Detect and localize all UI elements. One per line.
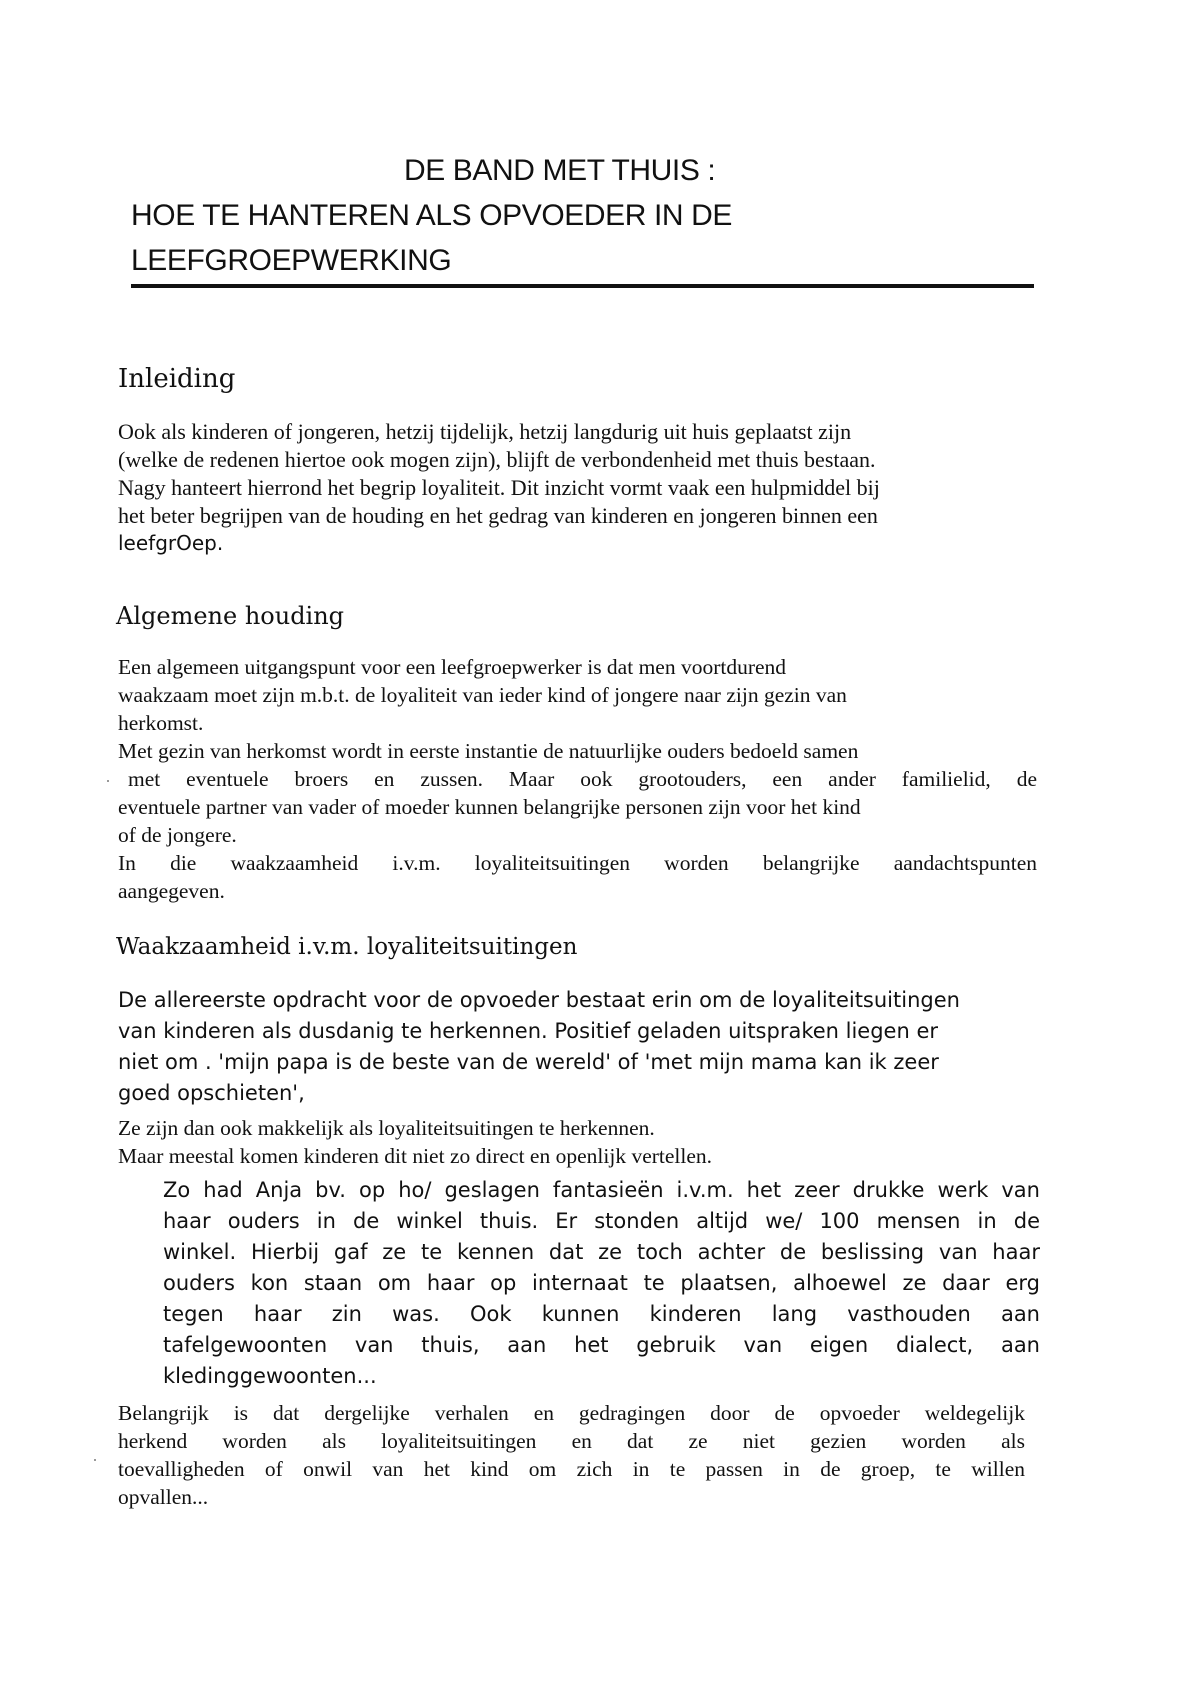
general-line: Een algemeen uitgangspunt voor een leefgroepwerker is dat men voortdurend (118, 655, 787, 679)
title-line-1: DE BAND MET THUIS : (404, 154, 716, 187)
intro-line: (welke de redenen hiertoe ook mogen zijn), blijft de verbondenheid met thuis bestaan. (118, 447, 876, 472)
vigilance-line: De allereerste opdracht voor de opvoeder bestaat erin om de loyaliteitsuitingen (118, 988, 960, 1012)
title-line-3: LEEFGROEPWERKING (131, 244, 452, 277)
general-line: eventuele partner van vader of moeder kunnen belangrijke personen zijn voor het kind (118, 795, 861, 819)
intro-line: het beter begrijpen van de houding en het gedrag van kinderen en jongeren binnen een (118, 503, 878, 528)
example-line: winkel. Hierbij gaf ze te kennen dat ze toch achter de beslissing van haar (163, 1240, 1040, 1264)
intro-line: leefgrOep. (118, 531, 224, 555)
intro-line: Ook als kinderen of jongeren, hetzij tijdelijk, hetzij langdurig uit huis geplaatst zijn (118, 419, 852, 444)
general-line: Met gezin van herkomst wordt in eerste instantie de natuurlijke ouders bedoeld samen (118, 739, 859, 763)
heading-inleiding: Inleiding (118, 364, 236, 394)
heading-waakzaamheid: Waakzaamheid i.v.m. loyaliteitsuitingen (116, 934, 578, 960)
general-line: of de jongere. (118, 823, 237, 847)
vigilance-line: van kinderen als dusdanig te herkennen. Positief geladen uitspraken liegen er (118, 1019, 939, 1043)
general-line: In die waakzaamheid i.v.m. loyaliteitsuitingen worden belangrijke aandachtspunten (118, 851, 1037, 875)
example-line: Zo had Anja bv. op ho/ geslagen fantasieën i.v.m. het zeer drukke werk van (163, 1178, 1040, 1202)
scan-speck (107, 780, 109, 782)
vigilance-line: goed opschieten', (118, 1081, 305, 1105)
closing-line: opvallen... (118, 1485, 209, 1509)
example-line: tegen haar zin was. Ook kunnen kinderen lang vasthouden aan (163, 1302, 1040, 1326)
general-line: herkomst. (118, 711, 204, 735)
vigilance-line: Ze zijn dan ook makkelijk als loyaliteitsuitingen te herkennen. (118, 1116, 655, 1140)
title-underline (131, 284, 1034, 288)
example-line: kledinggewoonten... (163, 1364, 377, 1388)
general-line: met eventuele broers en zussen. Maar ook grootouders, een ander familielid, de (128, 767, 1037, 791)
closing-line: herkend worden als loyaliteitsuitingen en dat ze niet gezien worden als (118, 1429, 1025, 1453)
closing-line: toevalligheden of onwil van het kind om zich in te passen in de groep, te willen (118, 1457, 1025, 1481)
example-line: tafelgewoonten van thuis, aan het gebruik van eigen dialect, aan (163, 1333, 1040, 1357)
example-line: haar ouders in de winkel thuis. Er stonden altijd we/ 100 mensen in de (163, 1209, 1040, 1233)
general-line: aangegeven. (118, 879, 225, 903)
scan-speck (94, 1459, 96, 1461)
heading-algemene-houding: Algemene houding (116, 602, 345, 630)
closing-line: Belangrijk is dat dergelijke verhalen en gedragingen door de opvoeder weldegelijk (118, 1401, 1025, 1425)
vigilance-line: Maar meestal komen kinderen dit niet zo direct en openlijk vertellen. (118, 1144, 713, 1168)
vigilance-line: niet om . 'mijn papa is de beste van de wereld' of 'met mijn mama kan ik zeer (118, 1050, 939, 1074)
general-line: waakzaam moet zijn m.b.t. de loyaliteit van ieder kind of jongere naar zijn gezin van (118, 683, 847, 707)
intro-line: Nagy hanteert hierrond het begrip loyaliteit. Dit inzicht vormt vaak een hulpmiddel bij (118, 475, 880, 500)
title-line-2: HOE TE HANTEREN ALS OPVOEDER IN DE (131, 199, 732, 232)
example-line: ouders kon staan om haar op internaat te plaatsen, alhoewel ze daar erg (163, 1271, 1040, 1295)
